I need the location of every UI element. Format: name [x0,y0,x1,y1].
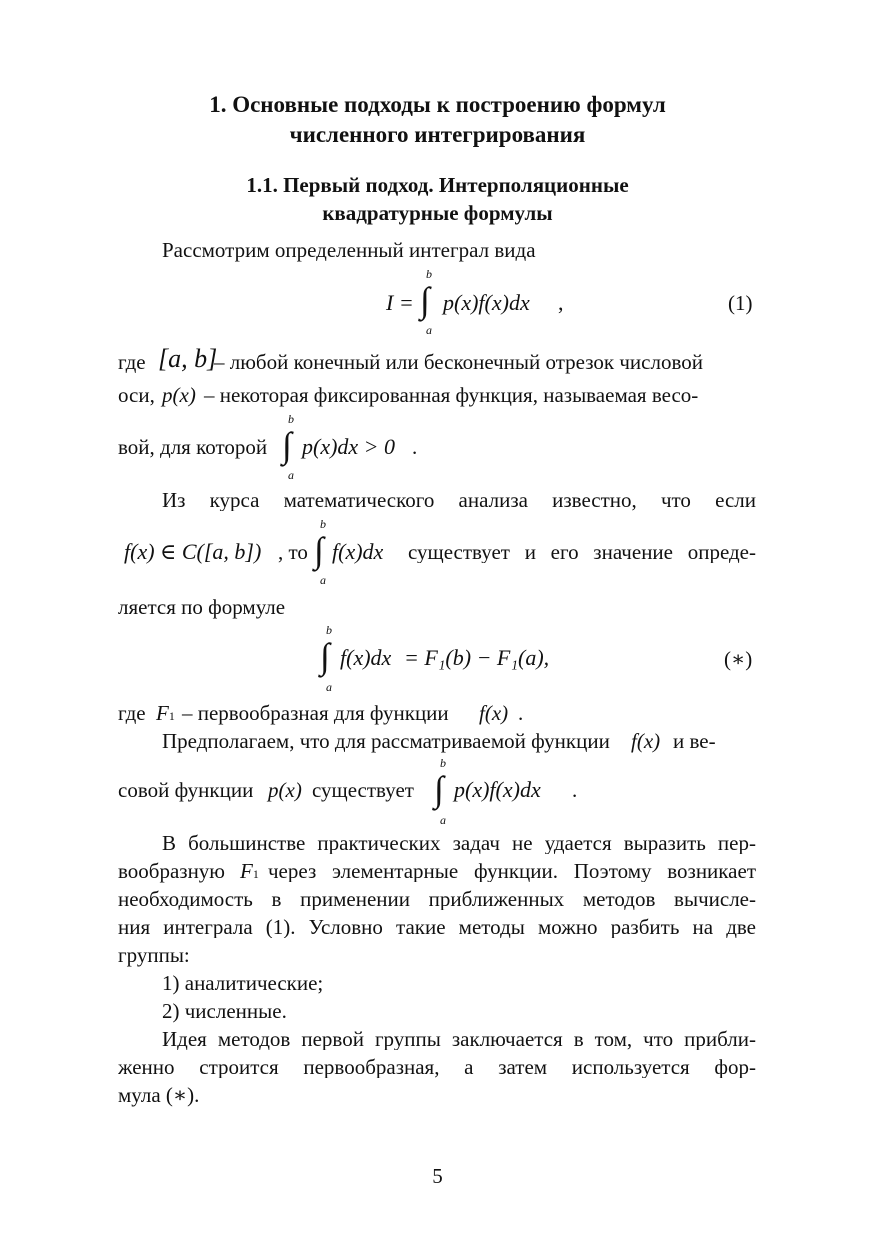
equation-rhs: = F₁(b) − F₁(a), [404,645,550,670]
lower-limit: a [320,573,326,587]
paragraph-text: Идея методов первой группы заключается в том, что прибли- [162,1029,756,1050]
integrand: f(x)dx [332,539,384,564]
antiderivative-symbol [156,703,175,724]
paragraph-text: где [118,701,146,725]
continuity-condition: f(x) ∈ C([a, b]) [124,539,262,564]
paragraph-text: ния интеграла (1). Условно такие методы можно разбить на две [118,917,756,938]
lower-limit: a [426,323,432,337]
equation-number: (∗) [724,647,753,671]
upper-limit: b [440,756,446,770]
interval-expr: [a, b] [158,344,218,373]
function-fx: f(x) [631,729,661,753]
chapter-title-line1: 1. Основные подходы к построению формул [209,92,666,117]
paragraph-text: существует и его значение опреде- [408,542,756,563]
paragraph-text: – некоторая фиксированная функция, называемая весо- [204,383,699,407]
weight-function: p(x) [162,383,196,407]
integrand: f(x)dx [340,645,392,670]
integrand: p(x)f(x)dx [443,290,530,315]
paragraph-text: вой, для которой [118,435,268,459]
antiderivative-F: F [156,701,169,725]
lower-limit: a [440,813,446,827]
integrand: p(x)f(x)dx [454,777,541,802]
antiderivative-subscript: 1 [252,867,259,881]
paragraph-text: мула (∗). [118,1083,200,1107]
paragraph-text: необходимость в применении приближенных методов вычисле- [118,889,756,910]
integral-sign: ∫ [314,530,324,570]
paragraph-text: Из курса математического анализа известно, что если [162,490,756,511]
paragraph-text: ляется по формуле [118,595,286,619]
antiderivative-symbol [240,861,259,882]
paragraph-text: где [118,350,146,374]
chapter-title-line2: численного интегрирования [289,122,586,147]
paragraph-text: оси, [118,383,155,407]
equation-number: (1) [728,291,753,315]
list-item: 1) аналитические; [162,971,324,995]
paragraph-text: – первообразная для функции [182,701,449,725]
upper-limit: b [288,412,294,426]
paragraph-text: женно строится первообразная, а затем используется фор- [118,1057,756,1078]
lower-limit: a [288,468,294,482]
weight-function: p(x) [268,778,302,802]
upper-limit: b [326,623,332,637]
integral-sign: ∫ [282,425,292,465]
paragraph-text: Рассмотрим определенный интеграл вида [162,238,536,262]
paragraph-text: и ве- [673,729,716,753]
sentence-period: . [412,435,418,459]
equation-lhs: I = [386,290,414,315]
paragraph-text: группы: [118,943,190,967]
integral-sign: ∫ [420,280,430,320]
integrand: p(x)dx > 0 [302,434,396,459]
sentence-period: . [572,778,578,802]
integral-sign: ∫ [320,636,330,676]
integral-sign: ∫ [434,769,444,809]
antiderivative-subscript: 1 [168,709,175,723]
paragraph-text: – любой конечный или бесконечный отрезок числовой [214,350,703,374]
list-item: 2) численные. [162,999,287,1023]
equation-comma: , [558,290,564,315]
paragraph-text: В большинстве практических задач не удается выразить пер- [162,833,756,854]
antiderivative-F: F [240,859,253,883]
paragraph-text: совой функции [118,778,254,802]
paragraph-text: через элементарные функции. Поэтому возникает [268,861,756,882]
paragraph-text: вообразную [118,859,225,883]
function-fx: f(x) [479,701,509,725]
section-title-line2: квадратурные формулы [322,201,553,225]
section-title-line1: 1.1. Первый подход. Интерполяционные [246,173,629,197]
sentence-period: . [518,701,524,725]
upper-limit: b [426,267,432,281]
paragraph-text: существует [312,778,414,802]
page-number: 5 [432,1164,443,1188]
lower-limit: a [326,680,332,694]
upper-limit: b [320,517,326,531]
paragraph-text: , то [278,540,308,564]
paragraph-text: Предполагаем, что для рассматриваемой функции [162,729,610,753]
